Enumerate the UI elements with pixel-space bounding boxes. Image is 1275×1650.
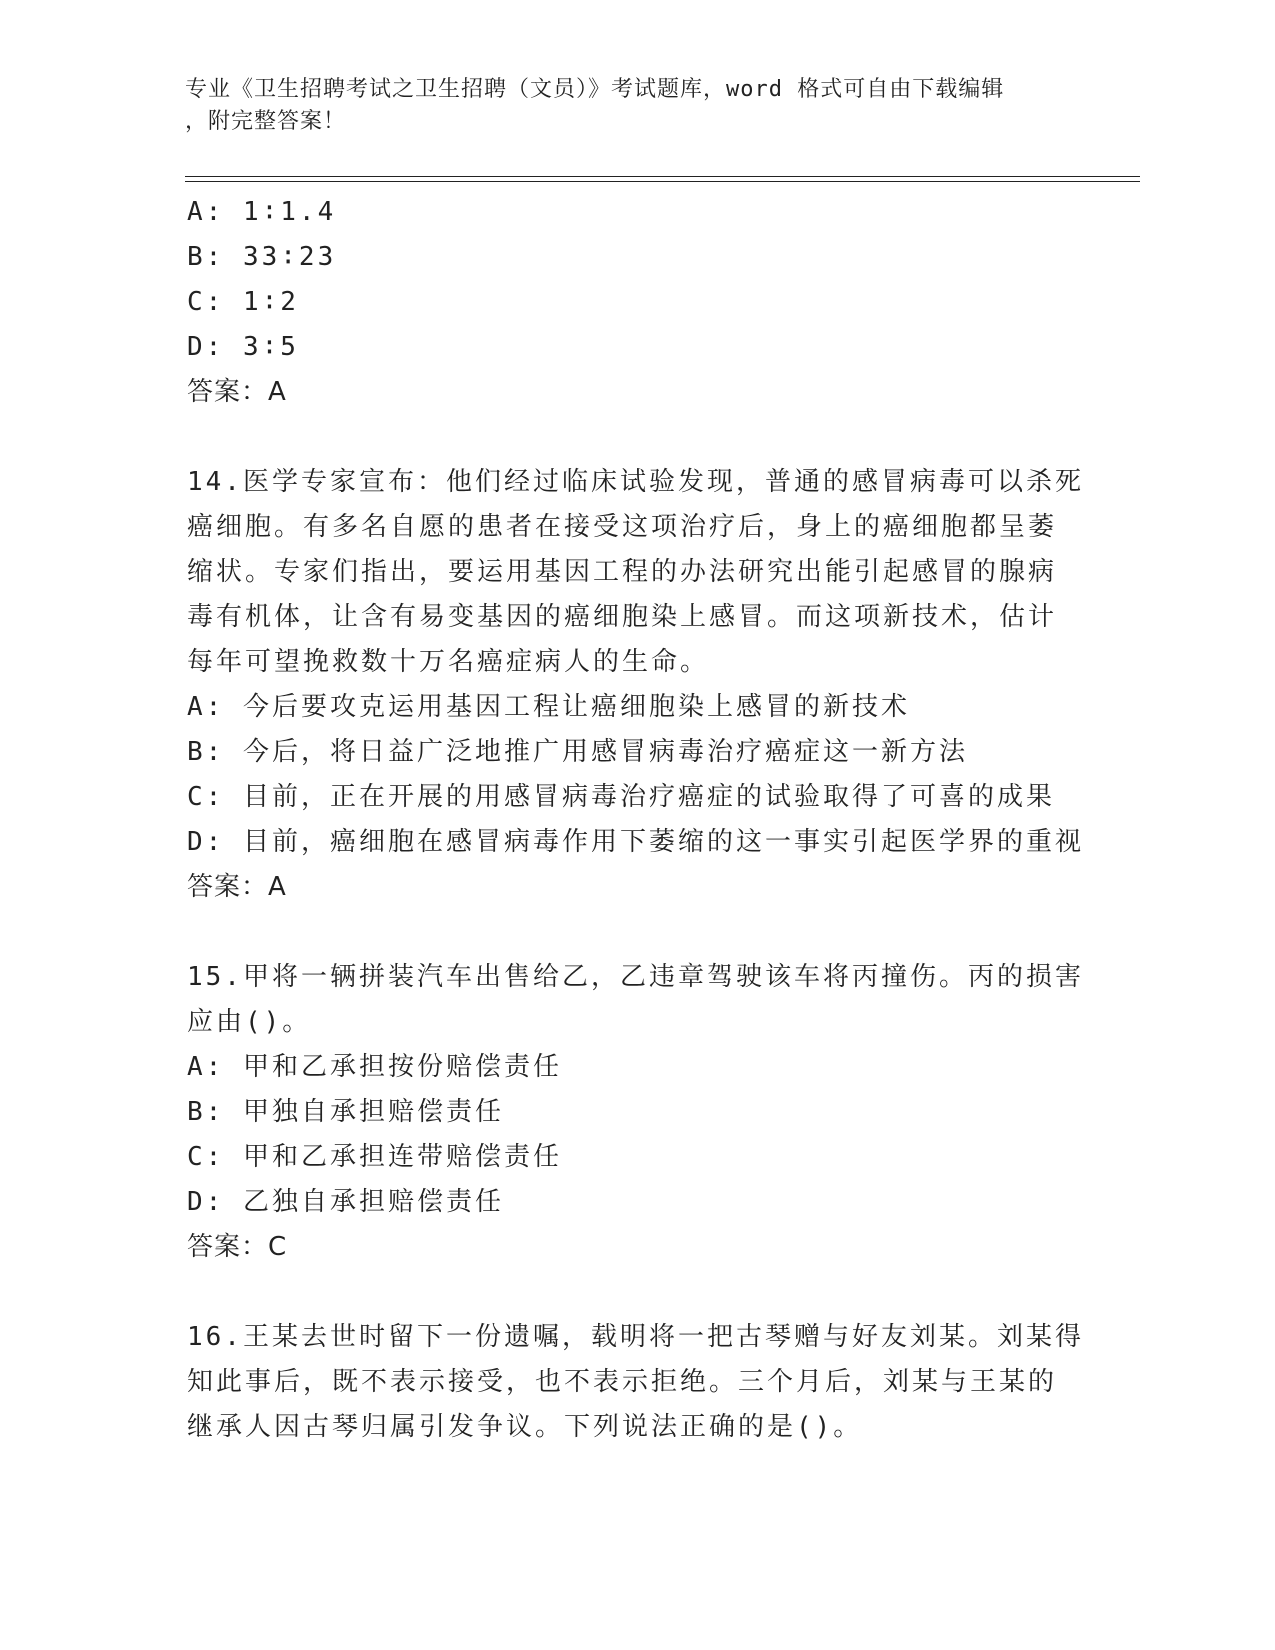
question-stem-line: 继承人因古琴归属引发争议。下列说法正确的是()。 xyxy=(187,1412,863,1442)
question-content xyxy=(187,190,1087,1450)
option-c: C: 甲和乙承担连带赔偿责任 xyxy=(187,1142,562,1172)
option-d: D: 目前，癌细胞在感冒病毒作用下萎缩的这一事实引起医学界的重视 xyxy=(187,827,1084,857)
option-a: A: 今后要攻克运用基因工程让癌细胞染上感冒的新技术 xyxy=(187,692,910,722)
question-stem-line: 知此事后，既不表示接受，也不表示拒绝。三个月后，刘某与王某的 xyxy=(187,1367,1058,1397)
option-a: A: 甲和乙承担按份赔偿责任 xyxy=(187,1052,562,1082)
header-line-2: ，附完整答案！ xyxy=(185,109,347,134)
header-divider-top xyxy=(185,176,1140,177)
question-stem-line: 14.医学专家宣布：他们经过临床试验发现，普通的感冒病毒可以杀死 xyxy=(187,467,1084,497)
option-b: B: 甲独自承担赔偿责任 xyxy=(187,1097,504,1127)
spacer xyxy=(187,1270,1087,1315)
option-a: A: 1∶1.4 xyxy=(187,197,337,227)
option-d: D: 3∶5 xyxy=(187,332,299,362)
spacer xyxy=(187,415,1087,460)
question-13 xyxy=(187,190,1087,415)
question-stem-line: 应由()。 xyxy=(187,1007,312,1037)
question-14 xyxy=(187,460,1087,910)
answer-line: 答案：C xyxy=(187,1232,288,1262)
question-stem-line: 癌细胞。有多名自愿的患者在接受这项治疗后，身上的癌细胞都呈萎 xyxy=(187,512,1058,542)
question-stem-line: 16.王某去世时留下一份遗嘱，载明将一把古琴赠与好友刘某。刘某得 xyxy=(187,1322,1084,1352)
question-16 xyxy=(187,1315,1087,1450)
option-b: B: 33∶23 xyxy=(187,242,337,272)
option-c: C: 1∶2 xyxy=(187,287,299,317)
question-stem-line: 每年可望挽救数十万名癌症病人的生命。 xyxy=(187,647,710,677)
option-c: C: 目前，正在开展的用感冒病毒治疗癌症的试验取得了可喜的成果 xyxy=(187,782,1055,812)
question-stem-line: 毒有机体，让含有易变基因的癌细胞染上感冒。而这项新技术，估计 xyxy=(187,602,1058,632)
option-b: B: 今后，将日益广泛地推广用感冒病毒治疗癌症这一新方法 xyxy=(187,737,968,767)
answer-line: 答案：A xyxy=(187,377,287,407)
spacer xyxy=(187,910,1087,955)
header-divider-bottom xyxy=(185,181,1140,182)
header-line-1: 专业《卫生招聘考试之卫生招聘（文员）》考试题库，word 格式可自由下载编辑 xyxy=(185,77,1005,102)
question-stem-line: 缩状。专家们指出，要运用基因工程的办法研究出能引起感冒的腺病 xyxy=(187,557,1058,587)
question-stem-line: 15.甲将一辆拼装汽车出售给乙，乙违章驾驶该车将丙撞伤。丙的损害 xyxy=(187,962,1084,992)
answer-line: 答案：A xyxy=(187,872,287,902)
question-15 xyxy=(187,955,1087,1270)
document-header xyxy=(185,74,1065,138)
option-d: D: 乙独自承担赔偿责任 xyxy=(187,1187,504,1217)
